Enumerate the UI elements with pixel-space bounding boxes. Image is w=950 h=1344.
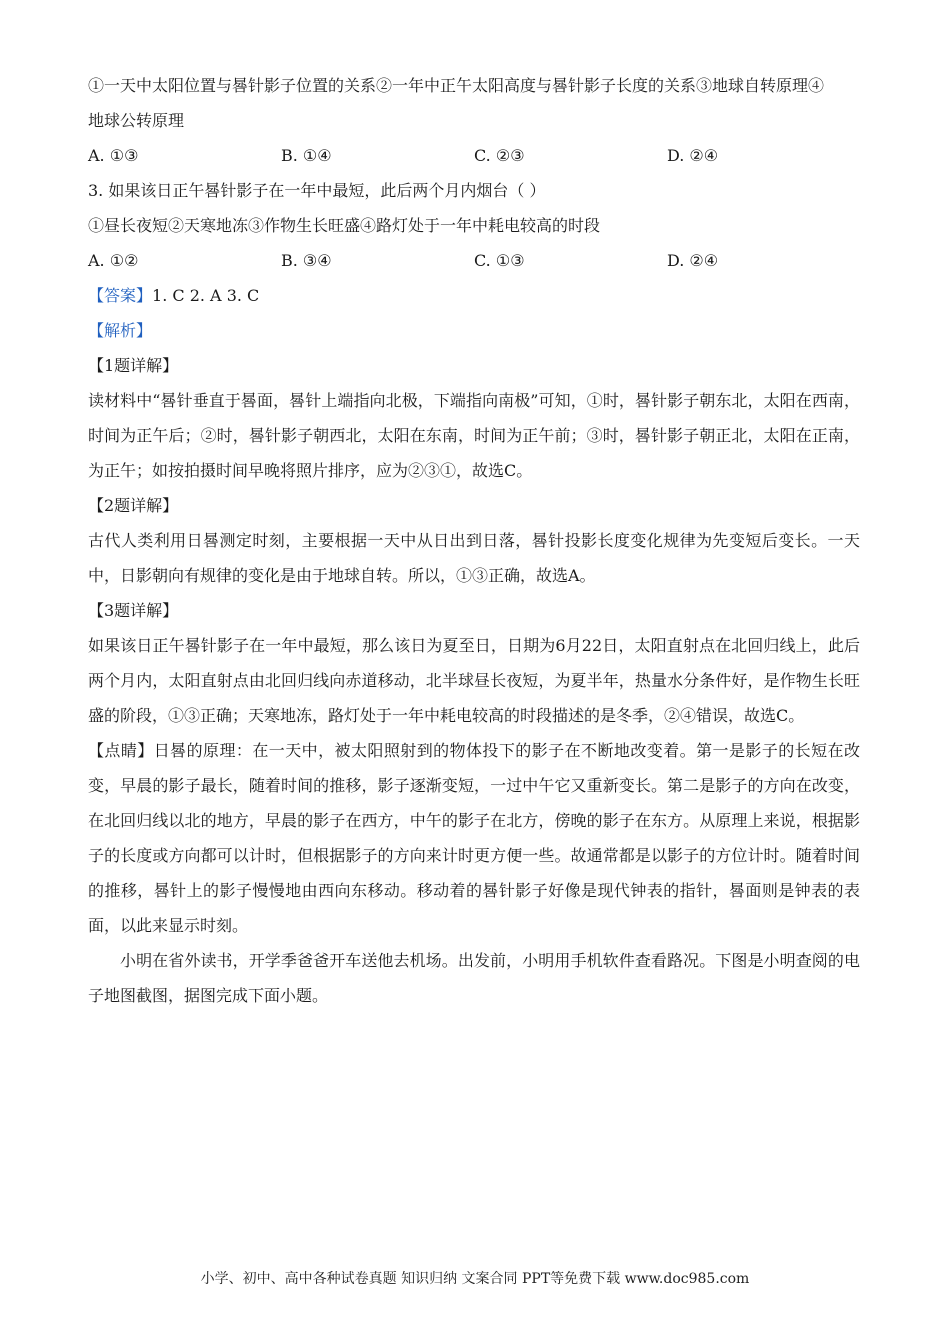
map-intro-paragraph: 小明在省外读书，开学季爸爸开车送他去机场。出发前，小明用手机软件查看路况。下图是小明查阅的电子地图截图，据图完成下面小题。 xyxy=(88,951,860,1005)
document-page xyxy=(88,68,860,1013)
q3-items: ①昼长夜短②天寒地冻③作物生长旺盛④路灯处于一年中耗电较高的时段 xyxy=(88,216,601,235)
q2-options xyxy=(88,138,860,173)
q3-options xyxy=(88,243,860,278)
detail-2-heading: 【2题详解】 xyxy=(88,496,179,515)
q2-option-d: D. ②④ xyxy=(667,146,719,165)
page-footer: 小学、初中、高中各种试卷真题 知识归纳 文案合同 PPT等免费下载 www.doc985.com xyxy=(200,1271,750,1287)
q2-option-a: A. ①③ xyxy=(88,146,139,165)
analysis-label: 【解析】 xyxy=(88,321,153,340)
q2-option-b: B. ①④ xyxy=(281,146,332,165)
tip-label: 【点睛】 xyxy=(88,741,154,760)
detail-3-text: 如果该日正午晷针影子在一年中最短，那么该日为夏至日，日期为6月22日，太阳直射点在北回归线上，此后两个月内，太阳直射点由北回归线向赤道移动，北半球昼长夜短，为夏半年，热量水分条件好，是作物生长旺盛的阶段，①③正确；天寒地冻，路灯处于一年中耗电较高的时段描述的是冬季，②④错误，故选C。 xyxy=(88,636,860,725)
q3-option-c: C. ①③ xyxy=(474,251,525,270)
detail-1-text: 读材料中“晷针垂直于晷面，晷针上端指向北极，下端指向南极”可知，①时，晷针影子朝东北，太阳在西南，时间为正午后；②时，晷针影子朝西北，太阳在东南，时间为正午前；③时，晷针影子朝正北，太阳在正南，为正午；如按拍摄时间早晚将照片排序，应为②③①，故选C。 xyxy=(88,391,860,480)
q2-stem-line1: ①一天中太阳位置与晷针影子位置的关系②一年中正午太阳高度与晷针影子长度的关系③地球自转原理④ xyxy=(88,76,825,95)
detail-2-text: 古代人类利用日晷测定时刻，主要根据一天中从日出到日落，晷针投影长度变化规律为先变短后变长。一天中，日影朝向有规律的变化是由于地球自转。所以，①③正确，故选A。 xyxy=(88,531,860,585)
q3-stem: 3. 如果该日正午晷针影子在一年中最短，此后两个月内烟台（ ） xyxy=(88,181,546,200)
answer-line xyxy=(88,278,860,313)
q3-option-b: B. ③④ xyxy=(281,251,332,270)
tip-paragraph xyxy=(88,733,860,943)
detail-1-heading: 【1题详解】 xyxy=(88,356,179,375)
q2-stem-line2: 地球公转原理 xyxy=(88,111,185,130)
q2-option-c: C. ②③ xyxy=(474,146,525,165)
q3-option-d: D. ②④ xyxy=(667,251,719,270)
q3-option-a: A. ①② xyxy=(88,251,139,270)
answer-label: 【答案】 xyxy=(88,286,153,305)
detail-3-heading: 【3题详解】 xyxy=(88,601,179,620)
tip-text: 日晷的原理：在一天中，被太阳照射到的物体投下的影子在不断地改变着。第一是影子的长短在改变，早晨的影子最长，随着时间的推移，影子逐渐变短，一过中午它又重新变长。第二是影子的方向在改变，在北回归线以北的地方，早晨的影子在西方，中午的影子在北方，傍晚的影子在东方。从原理上来说，根据影子的长度或方向都可以计时，但根据影子的方向来计时更方便一些。故通常都是以影子的方位计时。随着时间的推移，晷针上的影子慢慢地由西向东移动。移动着的晷针影子好像是现代钟表的指针，晷面则是钟表的表面，以此来显示时刻。 xyxy=(88,741,860,935)
answer-text: 1. C 2. A 3. C xyxy=(152,286,260,305)
